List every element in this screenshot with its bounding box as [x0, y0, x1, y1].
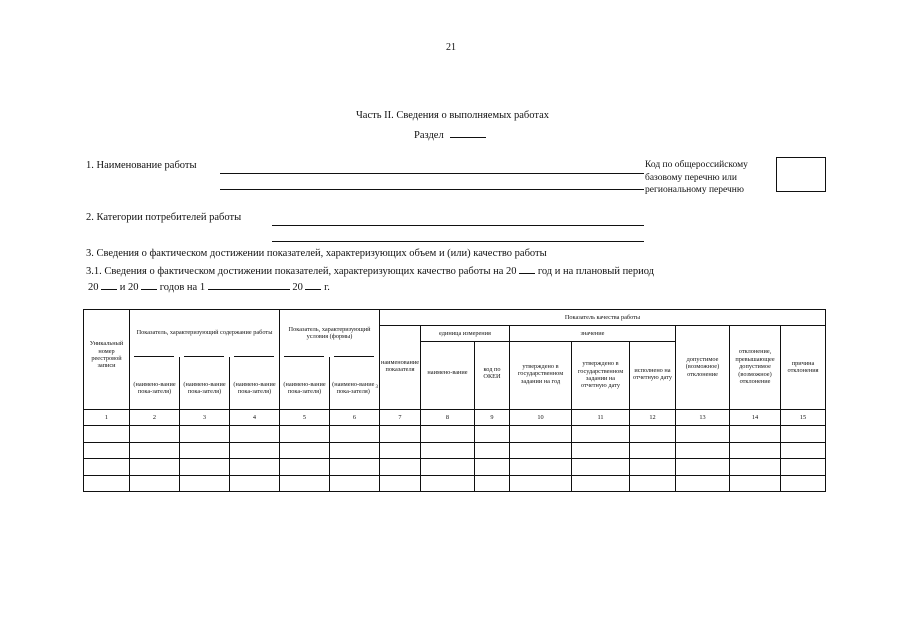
- column-number-9: 9: [490, 413, 494, 421]
- column-number-2: 2: [152, 413, 157, 421]
- data-cell[interactable]: [510, 443, 571, 458]
- column-number-3: 3: [202, 413, 207, 421]
- hdr-val-approved-date: утверждено в государственном задании на отчетную дату: [577, 360, 624, 390]
- section-number-blank[interactable]: [450, 128, 486, 138]
- hdr-reason: причина отклонения: [787, 359, 819, 374]
- data-cell[interactable]: [230, 476, 279, 490]
- subname-underline-3: [184, 356, 224, 357]
- hdr-unit-group: единица измерения: [439, 329, 491, 337]
- column-number-11: 11: [597, 413, 604, 421]
- data-cell[interactable]: [380, 459, 420, 475]
- year-mid: годов на 1: [159, 282, 206, 293]
- column-number-1: 1: [104, 413, 109, 421]
- subname-underline-2: [134, 356, 174, 357]
- column-number-5: 5: [302, 413, 307, 421]
- data-cell[interactable]: [84, 459, 129, 475]
- hdr-subname-2: (наимено-вание пока-зателя): [133, 380, 176, 395]
- table-bottom-border: [83, 491, 826, 492]
- data-cell[interactable]: [630, 443, 675, 458]
- data-cell[interactable]: [280, 476, 329, 490]
- year-line: [88, 280, 330, 293]
- data-cell[interactable]: [730, 476, 780, 490]
- column-number-15: 15: [799, 413, 807, 421]
- data-cell[interactable]: [781, 443, 825, 458]
- data-cell[interactable]: [630, 426, 675, 442]
- hdr-subname-4: (наимено-вание пока-зателя): [233, 380, 276, 395]
- data-cell[interactable]: [676, 426, 729, 442]
- data-cell[interactable]: [421, 459, 474, 475]
- data-cell[interactable]: [130, 443, 179, 458]
- data-cell[interactable]: [380, 476, 420, 490]
- hdr-content-group: Показатель, характеризующий содержание работы: [136, 329, 273, 337]
- year-blank-1[interactable]: [519, 264, 535, 274]
- data-cell[interactable]: [475, 459, 509, 475]
- subname-underline-4: [234, 356, 274, 357]
- consumer-line-1[interactable]: [272, 225, 644, 226]
- work-name-line-2[interactable]: [220, 189, 644, 190]
- footnote-mark: 3: [375, 385, 378, 391]
- data-cell[interactable]: [330, 476, 379, 490]
- data-cell[interactable]: [380, 443, 420, 458]
- subheading-line: [86, 264, 654, 277]
- data-cell[interactable]: [676, 459, 729, 475]
- hdr-quality-group: Показатель качества работы: [564, 313, 641, 321]
- data-cell[interactable]: [676, 476, 729, 490]
- hdr-allowed-dev: допустимое (возможное) отклонение: [685, 355, 720, 378]
- data-cell[interactable]: [781, 459, 825, 475]
- data-cell[interactable]: [180, 476, 229, 490]
- consumer-line-2[interactable]: [272, 241, 644, 242]
- data-cell[interactable]: [572, 426, 629, 442]
- data-cell[interactable]: [280, 426, 329, 442]
- year-and: и 20: [119, 282, 139, 293]
- year-blank-2[interactable]: [101, 280, 117, 290]
- data-cell[interactable]: [730, 426, 780, 442]
- info-heading: 3. Сведения о фактическом достижении показателей, характеризующих объем и (или) качество работы: [86, 248, 547, 259]
- data-cell[interactable]: [280, 459, 329, 475]
- column-number-10: 10: [537, 413, 544, 421]
- data-cell[interactable]: [781, 476, 825, 490]
- year-20a: 20: [88, 282, 99, 293]
- data-cell[interactable]: [475, 426, 509, 442]
- data-cell[interactable]: [510, 476, 571, 490]
- date-blank[interactable]: [208, 280, 290, 290]
- column-number-14: 14: [751, 413, 759, 421]
- data-cell[interactable]: [510, 426, 571, 442]
- column-number-4: 4: [252, 413, 257, 421]
- data-cell[interactable]: [84, 426, 129, 442]
- hdr-subname-3: (наимено-вание пока-зателя): [183, 380, 226, 395]
- data-cell[interactable]: [572, 459, 629, 475]
- data-cell[interactable]: [781, 426, 825, 442]
- data-cell[interactable]: [475, 443, 509, 458]
- hdr-unit-name: наимено-вание: [427, 369, 468, 377]
- data-cell[interactable]: [421, 476, 474, 490]
- subname-underline-6: [334, 356, 374, 357]
- data-cell[interactable]: [130, 476, 179, 490]
- data-cell[interactable]: [130, 426, 179, 442]
- data-cell[interactable]: [280, 443, 329, 458]
- data-cell[interactable]: [230, 443, 279, 458]
- data-cell[interactable]: [130, 459, 179, 475]
- section-label: Раздел: [414, 130, 444, 141]
- data-cell[interactable]: [421, 443, 474, 458]
- data-cell[interactable]: [330, 459, 379, 475]
- consumer-categories-label: 2. Категории потребителей работы: [86, 212, 242, 223]
- column-number-6: 6: [352, 413, 357, 421]
- hdr-subname-6-text: (наимено-вание пока-зателя): [332, 380, 375, 395]
- column-number-8: 8: [445, 413, 450, 421]
- subheading-part2: год и на плановый период: [537, 266, 655, 277]
- hdr-subname-6: [330, 372, 379, 404]
- hdr-subname-5: (наимено-вание пока-зателя): [283, 380, 326, 395]
- data-cell[interactable]: [510, 459, 571, 475]
- code-label: Код по общероссийскому базовому перечню или региональному перечню: [645, 160, 748, 195]
- data-cell[interactable]: [230, 426, 279, 442]
- hdr-val-executed: исполнено на отчетную дату: [633, 366, 672, 381]
- data-cell[interactable]: [330, 443, 379, 458]
- subheading-part1: 3.1. Сведения о фактическом достижении показателей, характеризующих качество работы на 20: [86, 266, 517, 277]
- hdr-value-group: значение: [580, 329, 605, 337]
- section-line: [414, 128, 486, 141]
- subname-underline-5: [284, 356, 324, 357]
- hdr-excess-dev: отклонение, превышающее допустимое (возможное) отклонение: [735, 348, 775, 386]
- data-cell[interactable]: [230, 459, 279, 475]
- data-cell[interactable]: [630, 476, 675, 490]
- unit-value-line: [420, 341, 675, 342]
- data-cell[interactable]: [180, 426, 229, 442]
- column-number-13: 13: [699, 413, 706, 421]
- data-cell[interactable]: [730, 459, 780, 475]
- hdr-indicator-name: наименование показателя: [380, 358, 420, 373]
- data-cell[interactable]: [421, 426, 474, 442]
- data-cell[interactable]: [572, 443, 629, 458]
- year-blank-3[interactable]: [141, 280, 157, 290]
- hdr-conditions-group: Показатель, характеризующий условия (формы): [288, 325, 371, 340]
- data-cell[interactable]: [572, 476, 629, 490]
- data-cell[interactable]: [730, 443, 780, 458]
- data-cell[interactable]: [380, 426, 420, 442]
- data-cell[interactable]: [630, 459, 675, 475]
- data-cell[interactable]: [676, 443, 729, 458]
- data-cell[interactable]: [180, 443, 229, 458]
- data-cell[interactable]: [475, 476, 509, 490]
- code-box[interactable]: [776, 157, 826, 192]
- hdr-val-approved-task: утверждено в государственном задании на год: [517, 362, 564, 385]
- data-cell[interactable]: [330, 426, 379, 442]
- data-cell[interactable]: [84, 443, 129, 458]
- column-number-12: 12: [649, 413, 656, 421]
- hdr-unit-okei: код по ОКЕИ: [483, 365, 501, 380]
- data-cell[interactable]: [84, 476, 129, 490]
- year-end: г.: [324, 282, 330, 293]
- table-right-border: [825, 309, 826, 491]
- data-cell[interactable]: [180, 459, 229, 475]
- year-20b: 20: [292, 282, 303, 293]
- work-name-line-1[interactable]: [220, 173, 644, 174]
- year-blank-4[interactable]: [305, 280, 321, 290]
- part-title: Часть II. Сведения о выполняемых работах: [355, 110, 550, 121]
- page-number: 21: [446, 42, 456, 53]
- column-number-7: 7: [398, 413, 402, 421]
- hdr-unique-number: Уникальный номер реестровой записи: [89, 340, 124, 370]
- work-name-label: 1. Наименование работы: [86, 160, 197, 171]
